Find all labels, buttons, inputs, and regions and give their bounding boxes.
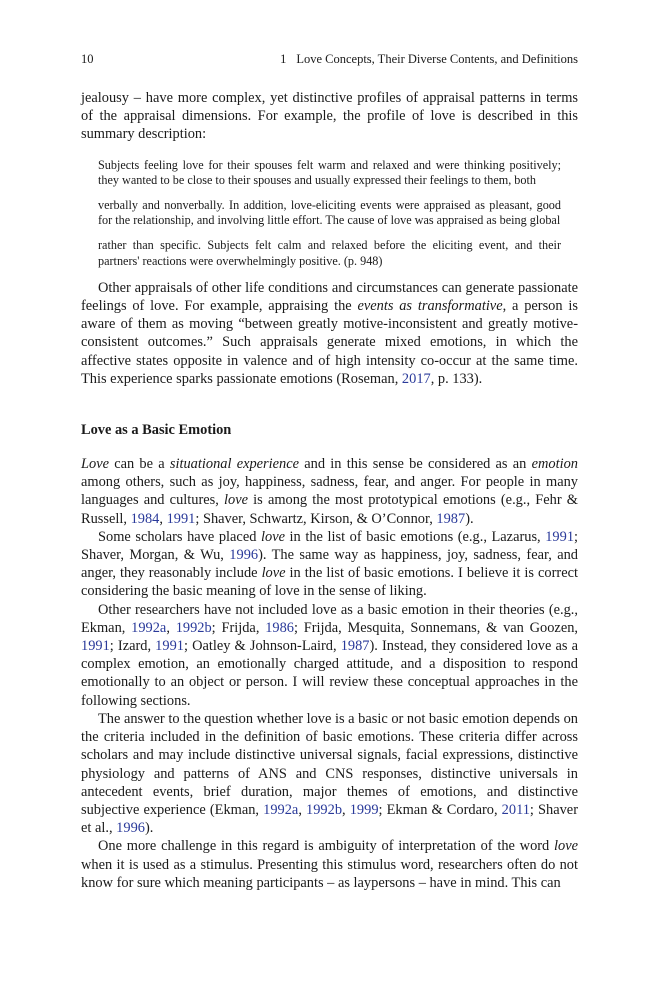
section-heading: Love as a Basic Emotion — [81, 422, 232, 439]
text-run: is among the most prototypical emotions (e.g., Fehr & Russell, — [81, 492, 578, 527]
text-run: ). — [144, 820, 154, 837]
block-quote — [98, 158, 561, 269]
citation-link[interactable]: 1996 — [229, 547, 259, 564]
emphasis: situational experience — [169, 456, 300, 473]
page-number: 10 — [81, 52, 94, 66]
text-run: and in this sense be considered as an — [299, 456, 532, 473]
text-run: , — [159, 510, 167, 527]
page-body — [81, 89, 578, 892]
quote-part-2: verbally and nonverbally. In addition, love-eliciting events were appraised as pleasant, good for the relationship, and involving little effort. The cause of love was appraised as being global — [98, 198, 561, 228]
citation-link[interactable]: 1992a — [263, 801, 299, 818]
text-run: ). — [465, 510, 474, 527]
text-run: ; Frijda, Mesquita, Sonnemans, & van Goozen, — [293, 619, 578, 636]
emphasis: love — [261, 565, 286, 582]
text-run: ; Shaver, Morgan, & Wu, — [81, 528, 579, 564]
paragraph-7 — [81, 837, 578, 892]
emphasis: love — [224, 492, 248, 509]
text-run: Other researchers have not included love as a basic emotion in their theories (e.g., Ekman, — [81, 601, 578, 636]
text-run: ; Oatley & Johnson-Laird, — [183, 638, 341, 655]
text-run: The answer to the question whether love is a basic or not basic emotion depends on the criteria included in the definition of basic emotions. These criteria differ across scholars and may include distinctive universal signals, facial expressions, distinctive physiology and patterns of ANS and CNS responses, distinctive universals in antecedent events, brief duration, major themes of emotions, and distinctive subjective experience (Ekman, — [81, 710, 578, 818]
chapter-title: Love Concepts, Their Diverse Contents, and Definitions — [296, 52, 578, 66]
text-run: ; Izard, — [109, 638, 156, 655]
text-run: ; Shaver, Schwartz, Kirson, & O’Connor, — [195, 510, 437, 527]
paragraph-1: jealousy – have more complex, yet distinctive profiles of appraisal patterns in terms of the appraisal dimensions. For example, the profile of love is described in this summary description: — [81, 90, 578, 143]
text-run: can be a — [108, 456, 170, 473]
text-run: in the list of basic emotions (e.g., Lazarus, — [284, 528, 546, 545]
paragraph-2 — [81, 279, 578, 388]
text-run: , — [166, 619, 176, 636]
text-run: ; Frijda, — [211, 619, 266, 636]
text-run: One more challenge in this regard is ambiguity of interpretation of the word — [98, 838, 555, 855]
citation-link[interactable]: 1992b — [306, 801, 343, 818]
text-run: , — [298, 801, 307, 818]
citation-link[interactable]: 1992a — [131, 619, 167, 636]
text-run: in the list of basic emotions. I believe it is correct considering the basic meaning of love in the sense of liking. — [81, 565, 578, 600]
citation-link[interactable]: 1987 — [436, 510, 466, 527]
text-run: when it is used as a stimulus. Presenting this stimulus word, researchers often do not know for sure which meaning participants – as laypersons – have in mind. This can — [81, 856, 578, 891]
running-header — [81, 50, 578, 68]
citation-link[interactable]: 1991 — [81, 638, 110, 655]
text-run: among others, such as joy, happiness, sadness, fear, and anger. For people in many languages and cultures, — [81, 474, 578, 509]
text-run: Other appraisals of other life conditions and circumstances can generate passionate feelings of love. For example, appraising the — [81, 279, 578, 315]
citation-link[interactable]: 1984 — [130, 510, 160, 527]
citation-link[interactable]: 1992b — [175, 619, 212, 636]
citation-link[interactable]: 1986 — [265, 619, 294, 636]
text-run: Some scholars have placed — [98, 528, 261, 545]
text-run: ). Instead, they considered love as a complex emotion, an emotionally charged attitude, and a disposition to respond emotionally to an object or person. I will review these conceptual approaches in the following sections. — [81, 638, 578, 709]
emphasis: love — [261, 528, 285, 545]
text-run: ; Ekman & Cordaro, — [378, 801, 502, 818]
citation-link[interactable]: 2017 — [401, 370, 431, 387]
citation-link[interactable]: 1991 — [545, 528, 575, 545]
emphasis: events as transformative — [357, 298, 503, 315]
citation-link[interactable]: 1996 — [116, 820, 145, 837]
emphasis: love — [554, 838, 578, 855]
citation-link[interactable]: 1991 — [166, 510, 196, 527]
paragraph-6 — [81, 710, 578, 837]
citation-link[interactable]: 1987 — [340, 638, 370, 655]
text-run: , p. 133). — [430, 370, 483, 387]
chapter-number: 1 — [280, 52, 287, 66]
text-run: , — [342, 801, 350, 818]
citation-link[interactable]: 1991 — [155, 638, 184, 655]
paragraph-3 — [81, 455, 578, 528]
citation-link[interactable]: 1999 — [349, 801, 379, 818]
emphasis: emotion — [531, 456, 578, 473]
running-title — [280, 50, 578, 68]
text-run: ). The same way as happiness, joy, sadness, fear, and anger, they reasonably include — [81, 547, 578, 582]
text-run: , a person is aware of them as moving “between greatly motive-inconsistent and greatly motive-consistent outcomes.” Such appraisals generate mixed emotions, in which the affective states opposite in valence and of high intensity co-occur at the same time. This experience sparks passionate emotions (Roseman, — [81, 298, 578, 387]
paragraph-5 — [81, 601, 578, 710]
quote-part-1: Subjects feeling love for their spouses felt warm and relaxed and were thinking positively; they wanted to be close to their spouses and usually expressed their feelings to them, both — [98, 157, 561, 187]
paragraph-4 — [81, 528, 578, 601]
text-run: ; Shaver et al., — [81, 801, 578, 837]
citation-link[interactable]: 2011 — [501, 801, 530, 818]
emphasis: Love — [81, 456, 109, 473]
quote-part-3: rather than specific. Subjects felt calm and relaxed before the eliciting event, and their partners' reactions were overwhelmingly positive. (p. 948) — [98, 238, 561, 268]
